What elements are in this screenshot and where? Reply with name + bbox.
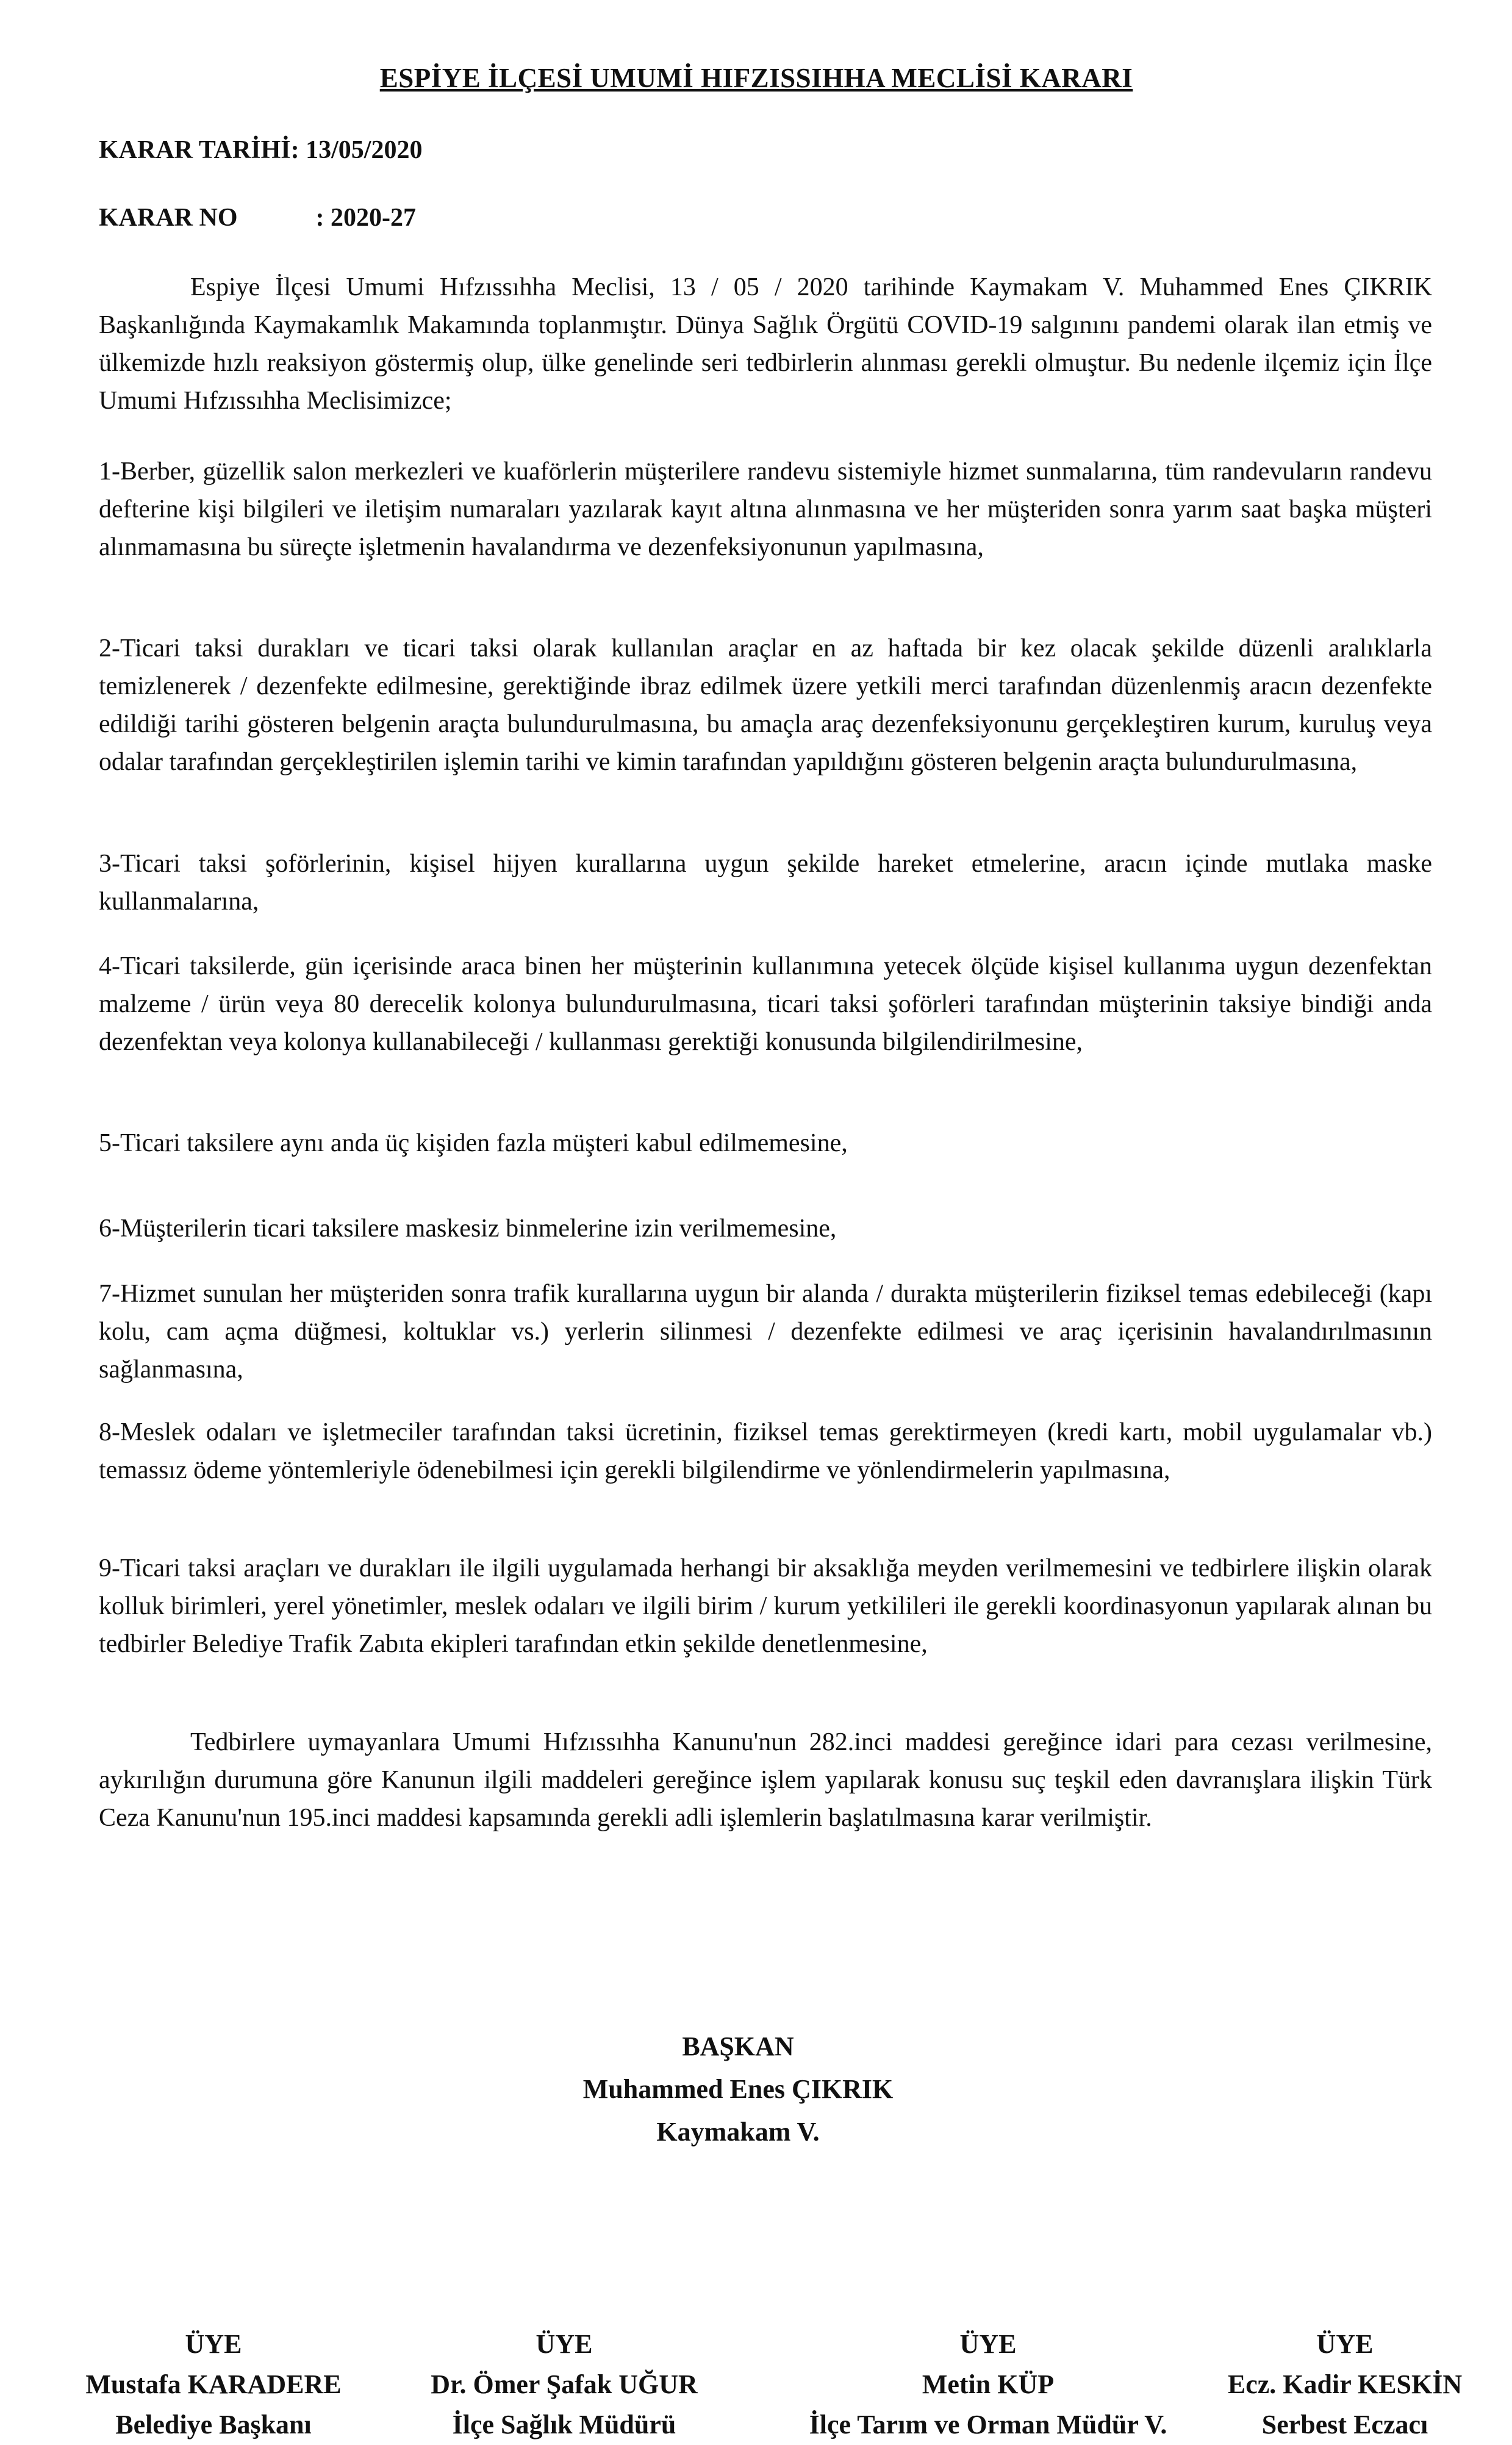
decision-date-value: 13/05/2020	[306, 136, 423, 164]
chair-title: Kaymakam V.	[656, 2117, 820, 2147]
decision-item: 8-Meslek odaları ve işletmeciler tarafından taksi ücretinin, fiziksel temas gerektirmeyen (kredi kartı, mobil uygulamalar vb.) temassız ödeme yöntemleriyle ödenebilmesi için gerekli bilgilendirme ve yönlendirmelerin yapılmasına,	[99, 1418, 1432, 1484]
member-title: Belediye Başkanı	[115, 2410, 312, 2440]
chair-name: Muhammed Enes ÇIKRIK	[582, 2074, 894, 2104]
decision-item: 3-Ticari taksi şoförlerinin, kişisel hijyen kurallarına uygun şekilde hareket etmelerine, aracın içinde mutlaka maske kullanmalarına,	[99, 850, 1432, 916]
chair-role: BAŞKAN	[682, 2031, 794, 2061]
member-role: ÜYE	[959, 2329, 1017, 2359]
decision-number-row	[99, 203, 416, 232]
closing-paragraph: Tedbirlere uymayanlara Umumi Hıfzıssıhha Kanunu'nun 282.inci maddesi gereğince idari para cezası verilmesine, aykırılığın durumuna göre Kanunun ilgili maddeleri gereğince işlem yapılarak konusu suç teşkil eden davranışlara ilişkin Türk Ceza Kanunu'nun 195.inci maddesi kapsamında gerekli adli işlemlerin başlatılmasına karar verilmiştir.	[99, 1728, 1432, 1832]
chair-signature-block	[476, 2025, 1000, 2153]
decision-item: 5-Ticari taksilere aynı anda üç kişiden fazla müşteri kabul edilmemesine,	[99, 1129, 848, 1157]
decision-date-label: KARAR TARİHİ:	[99, 136, 299, 164]
intro-paragraph: Espiye İlçesi Umumi Hıfzıssıhha Meclisi, 13 / 05 / 2020 tarihinde Kaymakam V. Muhammed Enes ÇIKRIK Başkanlığında Kaymakamlık Makamında toplanmıştır. Dünya Sağlık Örgütü COVID-19 salgınını pandemi olarak ilan etmiş ve ülkemizde hızlı reaksiyon göstermiş olup, ülke genelinde seri tedbirlerin alınması gerekli olmuştur. Bu nedenle ilçemiz için İlçe Umumi Hıfzıssıhha Meclisimizce;	[99, 273, 1432, 415]
decision-item: 9-Ticari taksi araçları ve durakları ile ilgili uygulamada herhangi bir aksaklığa meyden verilmemesini ve tedbirlere ilişkin olarak kolluk birimleri, yerel yönetimler, meslek odaları ve ilgili birim / kurum yetkilileri ile gerekli koordinasyonun yapılarak alınan bu tedbirler Belediye Trafik Zabıta ekipleri tarafından etkin şekilde denetlenmesine,	[99, 1554, 1432, 1658]
member-signature-block	[1198, 2324, 1491, 2445]
decision-number-label: KARAR NO	[99, 204, 238, 232]
member-role: ÜYE	[185, 2329, 242, 2359]
member-name: Metin KÜP	[922, 2369, 1055, 2399]
document-title: ESPİYE İLÇESİ UMUMİ HIFZISSIHHA MECLİSİ KARARI	[379, 63, 1133, 93]
decision-item: 2-Ticari taksi durakları ve ticari taksi olarak kullanılan araçlar en az haftada bir kez olacak şekilde düzenli aralıklarla temizlenerek / dezenfekte edilmesine, gerektiğinde ibraz edilmek üzere yetkili merci tarafından düzenlenmiş aracın dezenfekte edildiği tarihi gösteren belgenin araçta bulundurulmasına, bu amaçla araç dezenfeksiyonunu gerçekleştiren kurum, kuruluş veya odalar tarafından gerçekleştirilen işlemin tarihi ve kimin tarafından yapıldığını gösteren belgenin araçta bulundurulmasına,	[99, 634, 1432, 776]
member-title: İlçe Tarım ve Orman Müdür V.	[809, 2410, 1167, 2440]
decision-item: 6-Müşterilerin ticari taksilere maskesiz binmelerine izin verilmemesine,	[99, 1215, 837, 1243]
member-name: Dr. Ömer Şafak UĞUR	[431, 2369, 698, 2399]
decision-item: 7-Hizmet sunulan her müşteriden sonra trafik kurallarına uygun bir alanda / durakta müşterilerin fiziksel temas edebileceği (kapı kolu, cam açma düğmesi, koltuklar vs.) yerlerin silinmesi / dezenfekte edilmesi ve araç içerisinin havalandırılmasının sağlanmasına,	[99, 1280, 1432, 1384]
member-name: Mustafa KARADERE	[85, 2369, 342, 2399]
decision-item: 4-Ticari taksilerde, gün içerisinde araca binen her müşterinin kullanımına yetecek ölçüde kişisel kullanıma uygun dezenfektan malzeme / ürün veya 80 derecelik kolonya bulundurulmasına, ticari taksi şoförleri tarafından müşterinin taksiye bindiği anda dezenfektan veya kolonya kullanabileceği / kullanması gerektiği konusunda bilgilendirilmesine,	[99, 952, 1432, 1056]
decision-item: 1-Berber, güzellik salon merkezleri ve kuaförlerin müşterilere randevu sistemiyle hizmet sunmalarına, tüm randevuların randevu defterine kişi bilgileri ve iletişim numaraları yazılarak kayıt altına alınmasına ve her müşteriden sonra yarım saat başka müşteri alınmamasına bu süreçte işletmenin havalandırma ve dezenfeksiyonunun yapılmasına,	[99, 458, 1432, 561]
member-title: Serbest Eczacı	[1261, 2410, 1428, 2440]
member-role: ÜYE	[1316, 2329, 1374, 2359]
member-role: ÜYE	[536, 2329, 593, 2359]
decision-date-row	[99, 135, 422, 165]
member-signature-block	[55, 2324, 372, 2445]
decision-number-value: : 2020-27	[315, 204, 416, 232]
member-signature-block	[393, 2324, 735, 2445]
member-signature-block	[762, 2324, 1214, 2445]
member-name: Ecz. Kadir KESKİN	[1227, 2369, 1463, 2399]
member-title: İlçe Sağlık Müdürü	[452, 2410, 676, 2440]
